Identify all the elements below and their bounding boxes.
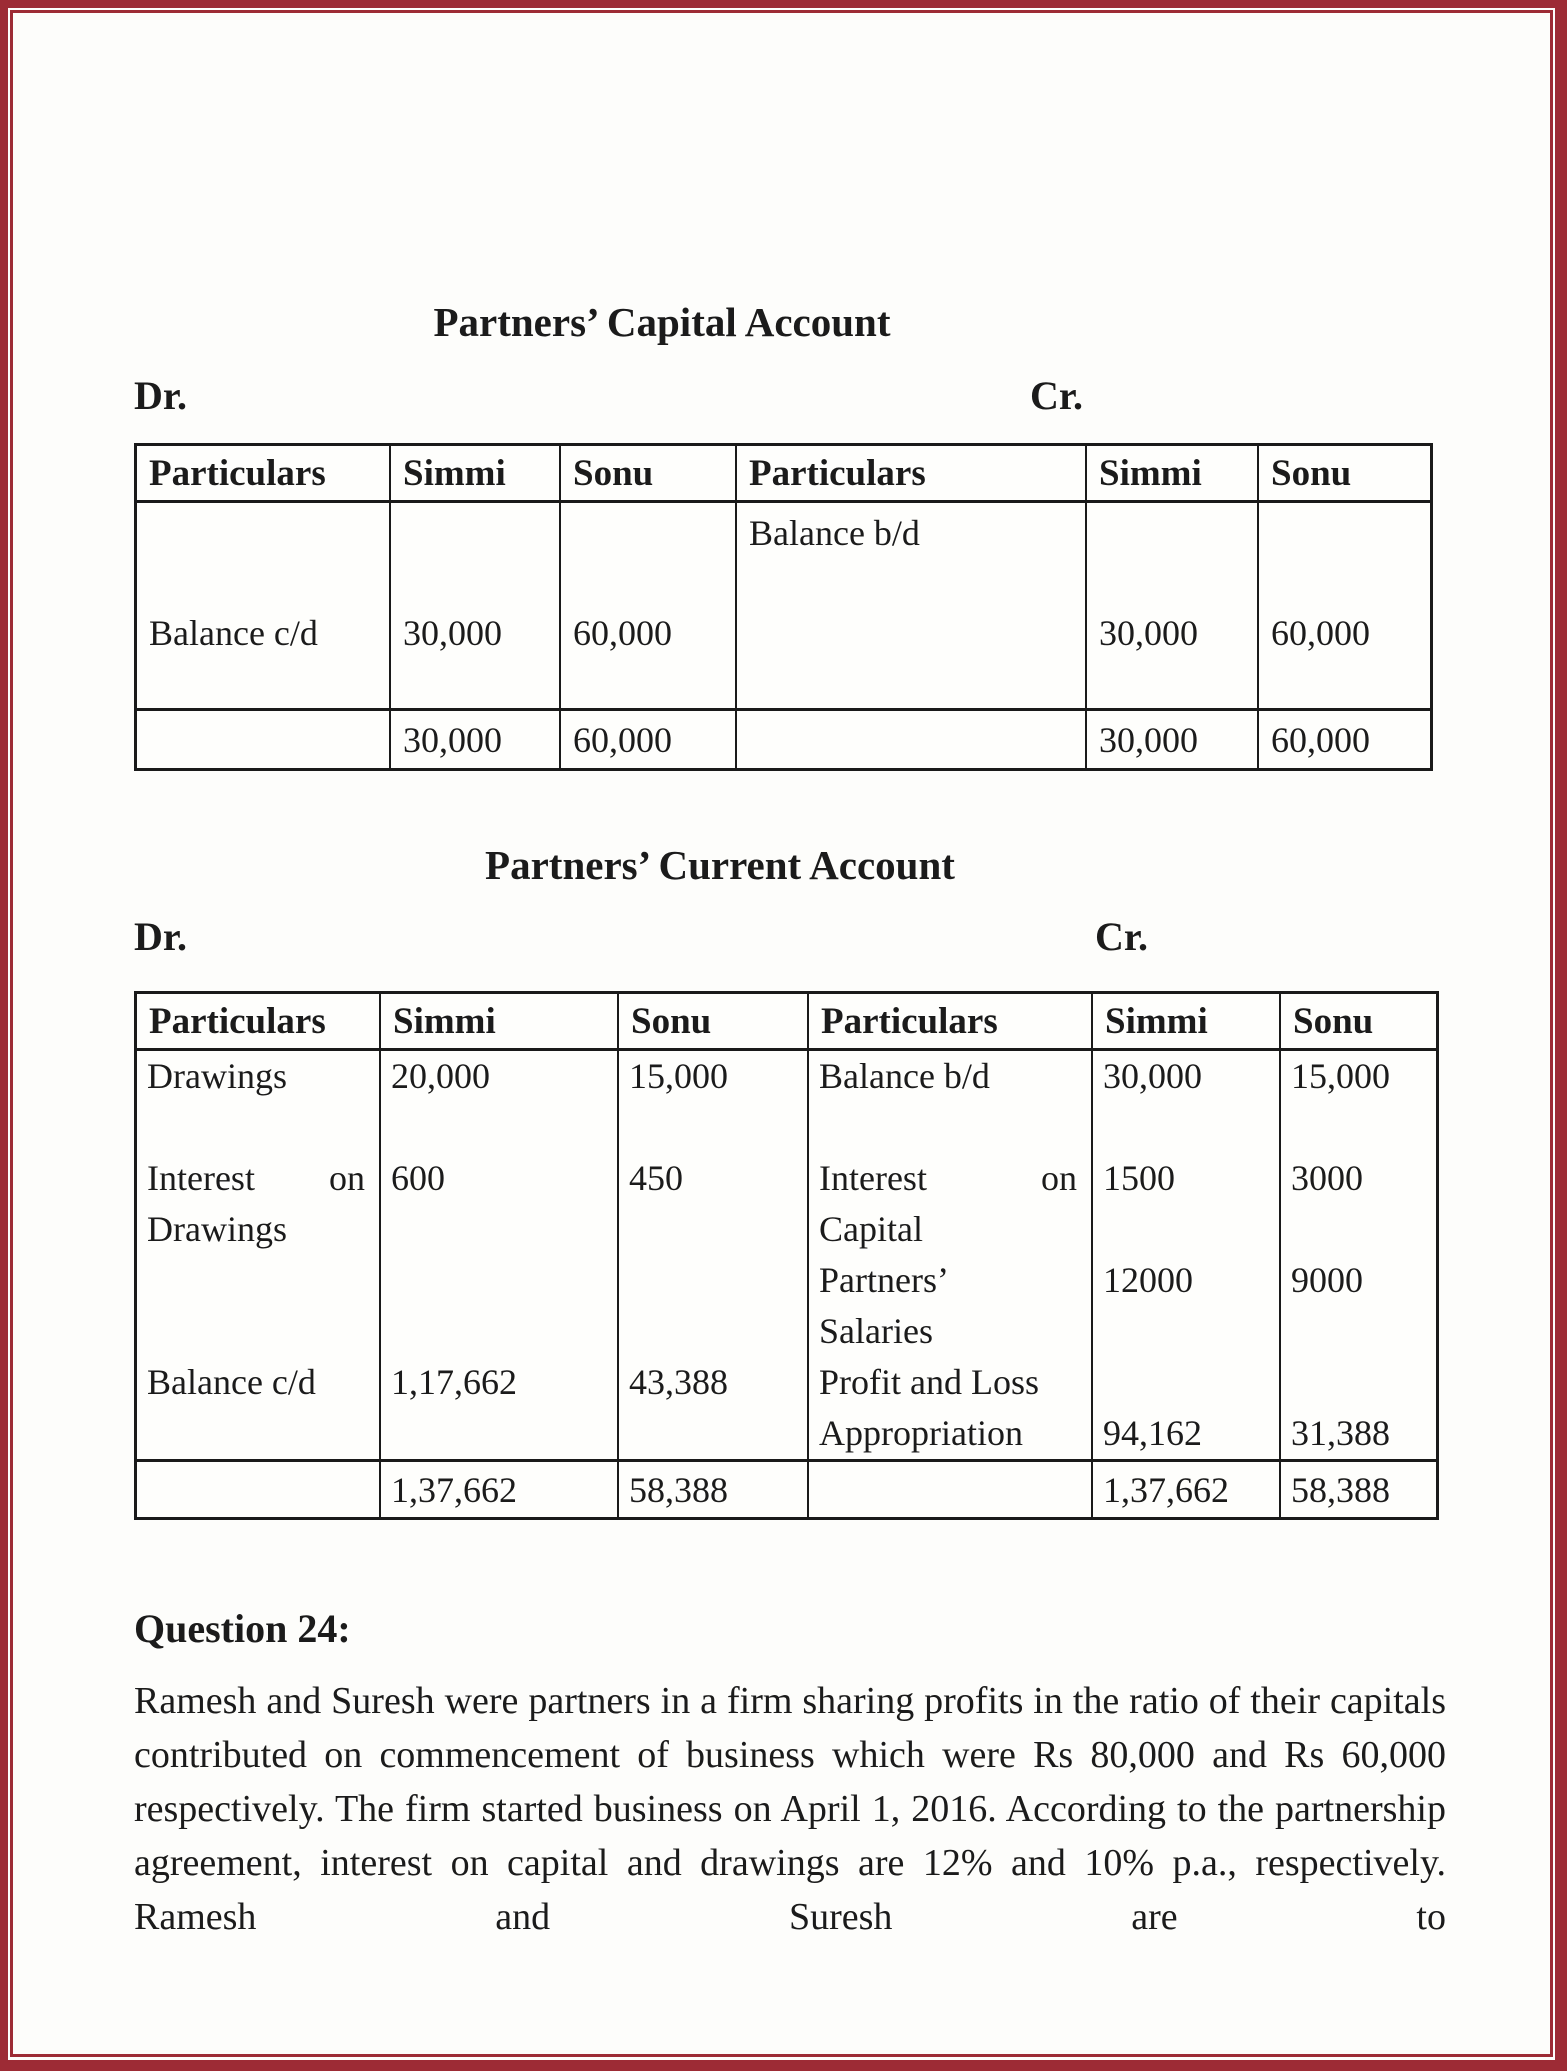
- table-line: [619, 1204, 807, 1255]
- debit-particulars-cell: Balance c/d: [137, 503, 391, 708]
- question-body-paragraph: Ramesh and Suresh were partners in a firm sharing profits in the ratio of their capitals contributed on commencement of business which were Rs 80,000 and Rs 60,000 respectively. The firm started business on April 1, 2016. According to the partnership agreement, interest on capital and drawings are 12% and 10% p.a., respectively. Ramesh and Suresh are to: [134, 1680, 1446, 1938]
- table-line: 3000: [1291, 1158, 1363, 1198]
- table-line: 15,000: [629, 1056, 728, 1096]
- page-content: [134, 0, 1446, 1944]
- header-cell-debit-sonu: Sonu: [619, 994, 809, 1048]
- table-line: Drawings: [147, 1209, 287, 1249]
- credit-simmi-amount-cell: 30,000: [1087, 503, 1259, 708]
- table-line: Drawings: [147, 1056, 287, 1096]
- header-cell-debit-particulars: Particulars: [137, 446, 391, 500]
- table-line: [809, 1102, 1091, 1153]
- current-table-header-row: [137, 994, 1436, 1051]
- table-line: [619, 1255, 807, 1306]
- current-account-table: [134, 991, 1439, 1520]
- header-cell-credit-sonu: Sonu: [1271, 452, 1352, 494]
- table-line: [1093, 1204, 1279, 1255]
- header-cell-credit-simmi: Simmi: [1087, 446, 1259, 500]
- capital-account-title: Partners’ Capital Account: [433, 299, 891, 345]
- table-line: [137, 1102, 379, 1153]
- table-line: [381, 1306, 617, 1357]
- table-line: [1281, 1102, 1436, 1153]
- total-credit-sonu-cell: 60,000: [1271, 719, 1370, 760]
- header-cell-credit-sonu: Sonu: [1293, 1000, 1374, 1042]
- total-debit-sonu-cell: 60,000: [561, 711, 737, 768]
- table-line: Partners’: [819, 1260, 949, 1300]
- table-line: [619, 1102, 807, 1153]
- total-credit-simmi-cell: 30,000: [1087, 711, 1259, 768]
- credit-simmi-amount-cell: [1093, 1051, 1281, 1459]
- table-line: Appropriation: [819, 1413, 1023, 1453]
- table-line: [137, 1255, 379, 1306]
- table-line: [381, 1102, 617, 1153]
- table-line: 12000: [1103, 1260, 1193, 1300]
- credit-particulars-cell: Balance b/d: [737, 503, 1087, 708]
- header-cell-debit-sonu: Sonu: [561, 446, 737, 500]
- table-line: [1281, 1306, 1436, 1357]
- debit-sonu-amount-cell: [619, 1051, 809, 1459]
- table-line: [381, 1255, 617, 1306]
- capital-account-table: [134, 443, 1433, 771]
- current-account-title: Partners’ Current Account: [485, 842, 955, 888]
- capital-dr-label: Dr.: [134, 373, 187, 418]
- current-dr-label: Dr.: [134, 914, 187, 959]
- table-line: Interest on: [819, 1158, 1077, 1198]
- table-line: [381, 1408, 617, 1459]
- total-blank-cell: [809, 1462, 1093, 1517]
- question-heading: Question 24:: [134, 1606, 351, 1651]
- table-line: 600: [391, 1158, 445, 1198]
- debit-simmi-amount-cell: [381, 1051, 619, 1459]
- current-table-total-row: [137, 1459, 1436, 1517]
- table-line: [1281, 1204, 1436, 1255]
- table-line: 31,388: [1291, 1413, 1390, 1453]
- capital-table-total-row: [137, 708, 1430, 768]
- header-cell-debit-particulars: Particulars: [137, 994, 381, 1048]
- table-line: [1093, 1357, 1279, 1408]
- table-line: [381, 1204, 617, 1255]
- current-account-dr-cr-row: [134, 915, 1446, 959]
- header-cell-debit-simmi: Simmi: [381, 994, 619, 1048]
- header-cell-credit-simmi: Simmi: [1093, 994, 1281, 1048]
- table-line: [1093, 1102, 1279, 1153]
- table-line: 20,000: [391, 1056, 490, 1096]
- table-line: Balance c/d: [147, 1362, 316, 1402]
- total-debit-sonu-cell: 58,388: [619, 1462, 809, 1517]
- table-line: Salaries: [819, 1311, 933, 1351]
- table-line: 450: [629, 1158, 683, 1198]
- total-credit-simmi-cell: 1,37,662: [1093, 1462, 1281, 1517]
- capital-table-body-row: [137, 503, 1430, 708]
- total-blank-cell: [137, 1462, 381, 1517]
- header-cell-credit-particulars: Particulars: [809, 994, 1093, 1048]
- total-blank-cell: [137, 711, 391, 768]
- header-cell-credit-particulars: Particulars: [737, 446, 1087, 500]
- header-cell-debit-simmi: Simmi: [391, 446, 561, 500]
- table-line: Profit and Loss: [819, 1362, 1039, 1402]
- table-line: Capital: [819, 1209, 923, 1249]
- table-line: 1500: [1103, 1158, 1175, 1198]
- capital-account-dr-cr-row: [134, 374, 1446, 418]
- table-line: [1281, 1357, 1436, 1408]
- table-line: 43,388: [629, 1362, 728, 1402]
- credit-sonu-amount-cell: [1281, 1051, 1436, 1459]
- current-table-body-row: [137, 1051, 1436, 1459]
- capital-table-header-row: [137, 446, 1430, 503]
- table-line: [137, 1408, 379, 1459]
- table-line: 94,162: [1103, 1413, 1202, 1453]
- table-line: Interest on: [147, 1158, 365, 1198]
- credit-particulars-cell: [809, 1051, 1093, 1459]
- total-debit-simmi-cell: 30,000: [391, 711, 561, 768]
- table-line: [619, 1306, 807, 1357]
- debit-particulars-cell: [137, 1051, 381, 1459]
- credit-sonu-amount-cell: 60,000: [1271, 613, 1370, 653]
- table-line: 15,000: [1291, 1056, 1390, 1096]
- table-line: Balance b/d: [819, 1056, 990, 1096]
- total-credit-sonu-cell: 58,388: [1291, 1469, 1390, 1510]
- debit-sonu-amount-cell: 60,000: [561, 503, 737, 708]
- table-line: 1,17,662: [391, 1362, 517, 1402]
- table-line: 30,000: [1103, 1056, 1202, 1096]
- current-cr-label: Cr.: [1095, 914, 1148, 959]
- debit-simmi-amount-cell: 30,000: [391, 503, 561, 708]
- table-line: [137, 1306, 379, 1357]
- table-line: [1093, 1306, 1279, 1357]
- total-blank-cell: [737, 711, 1087, 768]
- capital-cr-label: Cr.: [1030, 373, 1083, 418]
- table-line: [619, 1408, 807, 1459]
- total-debit-simmi-cell: 1,37,662: [381, 1462, 619, 1517]
- table-line: 9000: [1291, 1260, 1363, 1300]
